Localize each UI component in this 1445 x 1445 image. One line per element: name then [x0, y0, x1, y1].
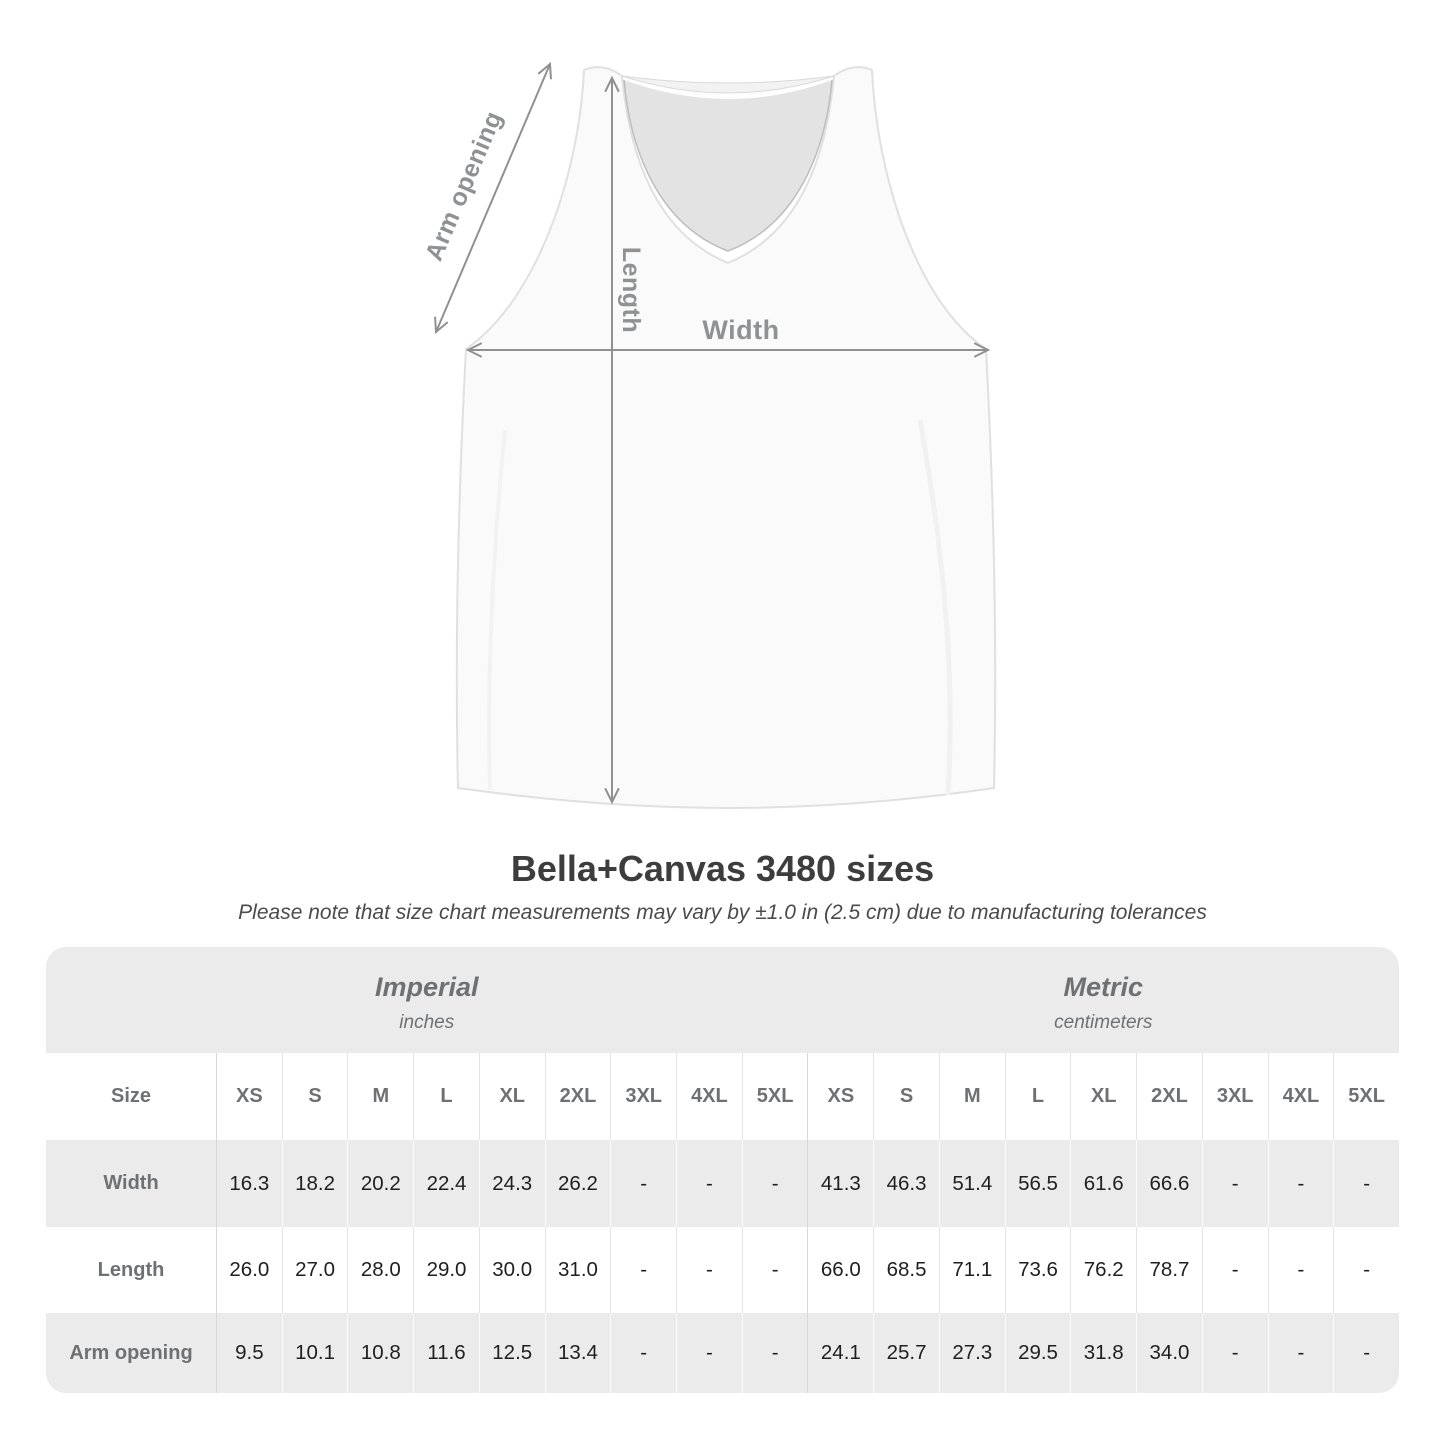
table-cell: 73.6 [1005, 1227, 1071, 1313]
page-subtitle: Please note that size chart measurements may vary by ±1.0 in (2.5 cm) due to manufacturing tolerances [238, 901, 1207, 924]
size-header-imperial-l: L [413, 1053, 479, 1140]
table-cell: 30.0 [479, 1227, 545, 1313]
unit-header-metric [808, 947, 1400, 1053]
table-cell: 12.5 [479, 1313, 545, 1393]
table-cell: - [742, 1313, 808, 1393]
unit-header-imperial [46, 947, 808, 1053]
size-table-grid [46, 1053, 1399, 1393]
page-title: Bella+Canvas 3480 sizes [510, 848, 935, 889]
table-cell: 41.3 [807, 1140, 873, 1227]
table-cell: - [676, 1227, 742, 1313]
table-cell: 20.2 [347, 1140, 413, 1227]
table-cell: 24.1 [807, 1313, 873, 1393]
table-row-arm-opening [46, 1313, 1399, 1393]
size-header-metric-l: L [1005, 1053, 1071, 1140]
size-header-imperial-4xl: 4XL [676, 1053, 742, 1140]
unit-header-imperial-label: Imperial [374, 972, 479, 1002]
table-cell: 31.0 [545, 1227, 611, 1313]
table-cell: 28.0 [347, 1227, 413, 1313]
size-header-metric-5xl: 5XL [1333, 1053, 1399, 1140]
size-table [46, 947, 1399, 1393]
size-header-row [46, 1053, 1399, 1140]
table-cell: - [1268, 1227, 1334, 1313]
table-cell: 51.4 [939, 1140, 1005, 1227]
table-cell: - [610, 1227, 676, 1313]
size-header-metric-m: M [939, 1053, 1005, 1140]
table-cell: 16.3 [216, 1140, 282, 1227]
table-cell: 61.6 [1070, 1140, 1136, 1227]
table-cell: - [1333, 1227, 1399, 1313]
size-header-imperial-m: M [347, 1053, 413, 1140]
table-cell: - [1268, 1313, 1334, 1393]
row-label: Length [97, 1258, 165, 1281]
table-cell: 22.4 [413, 1140, 479, 1227]
unit-header-metric-label: Metric [1063, 972, 1144, 1002]
size-header-imperial-3xl: 3XL [610, 1053, 676, 1140]
size-header-metric-s: S [873, 1053, 939, 1140]
table-cell: 66.0 [807, 1227, 873, 1313]
table-cell: - [610, 1140, 676, 1227]
table-cell: 25.7 [873, 1313, 939, 1393]
table-cell: 11.6 [413, 1313, 479, 1393]
unit-header-imperial-sublabel: inches [399, 1012, 455, 1033]
size-header-imperial-xs: XS [216, 1053, 282, 1140]
table-cell: - [1202, 1313, 1268, 1393]
size-header-metric-xl: XL [1070, 1053, 1136, 1140]
table-cell: 26.2 [545, 1140, 611, 1227]
table-cell: 13.4 [545, 1313, 611, 1393]
size-header-imperial-s: S [282, 1053, 348, 1140]
tank-top-graphic [457, 67, 995, 808]
size-header-metric-xs: XS [807, 1053, 873, 1140]
table-row-length [46, 1227, 1399, 1313]
size-header-imperial-xl: XL [479, 1053, 545, 1140]
table-cell: 29.5 [1005, 1313, 1071, 1393]
table-cell: - [1333, 1313, 1399, 1393]
table-cell: 10.8 [347, 1313, 413, 1393]
size-header-metric-2xl: 2XL [1136, 1053, 1202, 1140]
length-label: Length [617, 246, 645, 334]
table-cell: - [1202, 1227, 1268, 1313]
table-cell: 10.1 [282, 1313, 348, 1393]
table-cell: 27.3 [939, 1313, 1005, 1393]
unit-header-metric-sublabel: centimeters [1054, 1012, 1153, 1033]
size-header-imperial-5xl: 5XL [742, 1053, 808, 1140]
table-row-width [46, 1140, 1399, 1227]
table-cell: 71.1 [939, 1227, 1005, 1313]
table-cell: 46.3 [873, 1140, 939, 1227]
table-cell: 34.0 [1136, 1313, 1202, 1393]
table-cell: 26.0 [216, 1227, 282, 1313]
width-label: Width [702, 315, 780, 345]
table-cell: - [742, 1140, 808, 1227]
table-cell: - [1333, 1140, 1399, 1227]
table-cell: 9.5 [216, 1313, 282, 1393]
table-cell: 18.2 [282, 1140, 348, 1227]
table-cell: - [676, 1140, 742, 1227]
table-cell: 31.8 [1070, 1313, 1136, 1393]
table-cell: - [1202, 1140, 1268, 1227]
table-cell: 76.2 [1070, 1227, 1136, 1313]
table-cell: 56.5 [1005, 1140, 1071, 1227]
table-cell: - [676, 1313, 742, 1393]
row-label: Width [103, 1172, 159, 1194]
table-cell: - [610, 1313, 676, 1393]
table-cell: 68.5 [873, 1227, 939, 1313]
table-cell: 24.3 [479, 1140, 545, 1227]
row-label: Arm opening [69, 1341, 193, 1364]
table-cell: - [1268, 1140, 1334, 1227]
unit-header-band [46, 947, 1399, 1053]
table-cell: - [742, 1227, 808, 1313]
table-cell: 27.0 [282, 1227, 348, 1313]
arm-opening-label: Arm opening [419, 107, 509, 265]
table-cell: 29.0 [413, 1227, 479, 1313]
size-header-metric-4xl: 4XL [1268, 1053, 1334, 1140]
size-header-metric-3xl: 3XL [1202, 1053, 1268, 1140]
table-cell: 78.7 [1136, 1227, 1202, 1313]
size-header-imperial-2xl: 2XL [545, 1053, 611, 1140]
size-column-header: Size [110, 1085, 152, 1107]
table-cell: 66.6 [1136, 1140, 1202, 1227]
